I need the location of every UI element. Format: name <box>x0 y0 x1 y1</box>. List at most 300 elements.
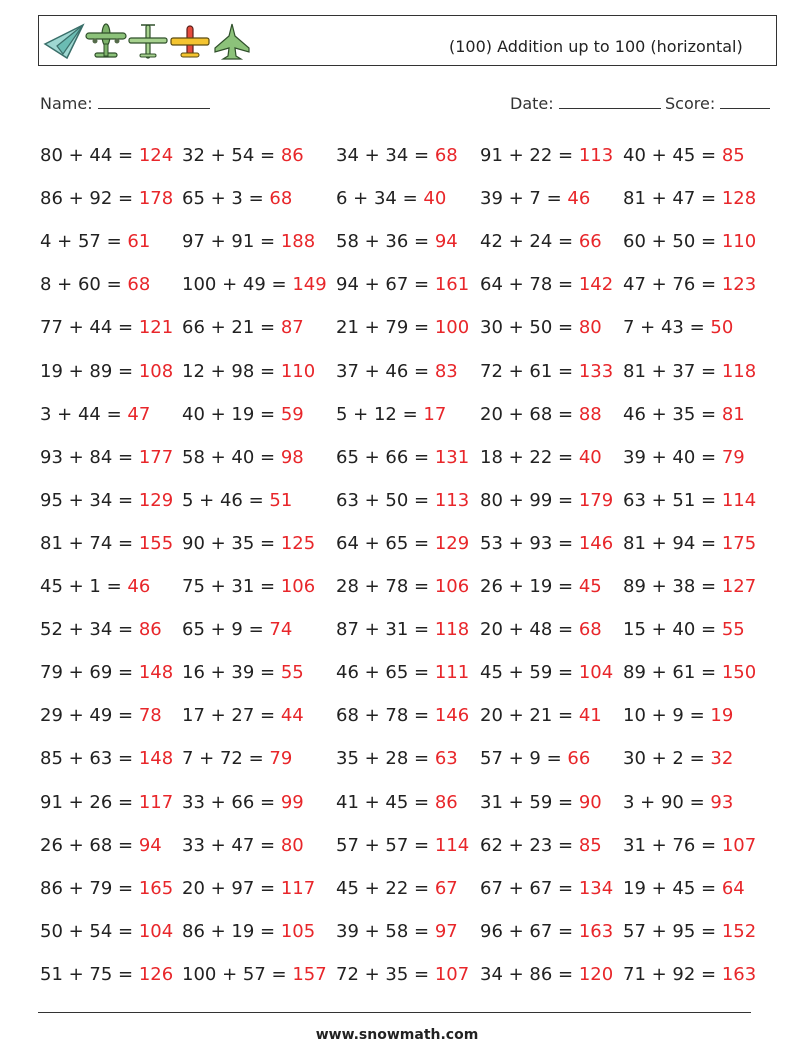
problem-answer: 106 <box>434 576 470 597</box>
name-blank <box>98 92 210 109</box>
problem-answer: 85 <box>721 145 745 166</box>
problem-answer: 66 <box>567 748 591 770</box>
problem-item <box>623 227 756 257</box>
problem-item <box>480 658 613 688</box>
problem-answer: 104 <box>138 920 174 942</box>
problem-answer: 104 <box>578 662 614 684</box>
problem-answer: 114 <box>721 489 757 511</box>
problem-answer: 81 <box>721 403 745 425</box>
problem-item <box>182 443 304 473</box>
problem-answer: 83 <box>434 360 458 382</box>
problem-answer: 165 <box>138 877 174 899</box>
problem-item <box>480 184 590 214</box>
problem-item <box>623 658 756 688</box>
problem-question: 51 + 75 = <box>40 963 139 985</box>
problem-item <box>623 184 756 214</box>
problem-question: 64 + 78 = <box>480 274 579 296</box>
problem-question: 72 + 35 = <box>336 963 435 985</box>
problem-question: 17 + 27 = <box>182 705 281 727</box>
problem-answer: 68 <box>434 145 458 166</box>
problem-item <box>623 960 756 990</box>
problem-question: 19 + 89 = <box>40 360 139 382</box>
problem-question: 53 + 93 = <box>480 532 579 554</box>
problem-item <box>480 874 613 904</box>
problem-question: 60 + 50 = <box>623 231 722 253</box>
problem-item <box>480 141 613 171</box>
problem-item <box>623 313 733 343</box>
problem-item <box>336 615 469 645</box>
problem-question: 91 + 22 = <box>480 145 579 166</box>
problem-item <box>40 443 173 473</box>
problem-question: 34 + 34 = <box>336 145 435 166</box>
problem-answer: 106 <box>280 576 316 597</box>
problem-answer: 108 <box>138 360 174 382</box>
problem-question: 31 + 59 = <box>480 791 579 813</box>
problem-answer: 86 <box>434 791 458 813</box>
date-label: Date: <box>510 94 554 113</box>
problem-answer: 100 <box>434 317 470 339</box>
problem-item <box>480 701 602 731</box>
problem-question: 31 + 76 = <box>623 834 722 856</box>
problem-answer: 107 <box>721 834 757 856</box>
problem-answer: 88 <box>578 403 602 425</box>
problem-answer: 47 <box>127 403 151 425</box>
problem-question: 81 + 47 = <box>623 188 722 210</box>
problem-answer: 86 <box>138 619 162 641</box>
problem-item <box>623 744 733 774</box>
problem-question: 80 + 44 = <box>40 145 139 166</box>
problem-answer: 133 <box>578 360 614 382</box>
problem-item <box>336 357 458 387</box>
name-label: Name: <box>40 94 93 113</box>
problem-item <box>336 313 469 343</box>
problem-question: 94 + 67 = <box>336 274 435 296</box>
problem-item <box>480 357 613 387</box>
problem-item <box>480 270 613 300</box>
problem-answer: 32 <box>710 748 734 770</box>
problem-item <box>336 184 446 214</box>
problem-question: 26 + 68 = <box>40 834 139 856</box>
problem-answer: 44 <box>280 705 304 727</box>
problem-item <box>480 313 602 343</box>
score-blank <box>720 92 770 109</box>
problem-answer: 110 <box>721 231 757 253</box>
problem-answer: 175 <box>721 532 757 554</box>
problem-item <box>480 831 602 861</box>
problem-answer: 127 <box>721 576 757 597</box>
problem-answer: 134 <box>578 877 614 899</box>
problem-answer: 19 <box>710 705 734 727</box>
date-field <box>510 92 661 113</box>
header-icons <box>43 22 253 62</box>
problem-question: 30 + 50 = <box>480 317 579 339</box>
problem-item <box>336 960 469 990</box>
problem-question: 72 + 61 = <box>480 360 579 382</box>
problem-question: 10 + 9 = <box>623 705 711 727</box>
problem-answer: 129 <box>434 532 470 554</box>
problem-question: 7 + 43 = <box>623 317 711 339</box>
problem-item <box>182 400 304 430</box>
problem-item <box>336 486 469 516</box>
problem-answer: 113 <box>578 145 614 166</box>
problem-item <box>480 443 602 473</box>
problem-answer: 148 <box>138 748 174 770</box>
problem-item <box>40 270 150 300</box>
problem-item <box>40 486 173 516</box>
problem-item <box>336 831 469 861</box>
problem-item <box>182 658 304 688</box>
problem-answer: 129 <box>138 489 174 511</box>
problem-question: 7 + 72 = <box>182 748 270 770</box>
problem-item <box>182 615 292 645</box>
problem-question: 34 + 86 = <box>480 963 579 985</box>
problem-question: 71 + 92 = <box>623 963 722 985</box>
problem-answer: 155 <box>138 532 174 554</box>
problem-answer: 163 <box>578 920 614 942</box>
problem-answer: 148 <box>138 662 174 684</box>
problem-answer: 146 <box>578 532 614 554</box>
problem-item <box>623 400 745 430</box>
jet-fighter-icon <box>211 22 253 62</box>
problem-answer: 41 <box>578 705 602 727</box>
problem-question: 52 + 34 = <box>40 619 139 641</box>
problem-question: 40 + 19 = <box>182 403 281 425</box>
problem-item <box>182 917 315 947</box>
problem-item <box>336 701 469 731</box>
problem-answer: 128 <box>721 188 757 210</box>
problem-item <box>480 227 602 257</box>
worksheet-title: (100) Addition up to 100 (horizontal) <box>449 37 743 56</box>
problem-item <box>623 917 756 947</box>
problem-answer: 78 <box>138 705 162 727</box>
problem-question: 8 + 60 = <box>40 274 128 296</box>
problem-item <box>623 357 756 387</box>
problem-item <box>336 529 469 559</box>
problem-question: 45 + 59 = <box>480 662 579 684</box>
worksheet-header <box>38 15 777 66</box>
problem-question: 46 + 35 = <box>623 403 722 425</box>
problem-answer: 150 <box>721 662 757 684</box>
problem-answer: 79 <box>269 748 293 770</box>
student-info-row <box>40 92 770 114</box>
problem-question: 62 + 23 = <box>480 834 579 856</box>
bomber-plane-icon <box>85 22 127 62</box>
problem-item <box>182 486 292 516</box>
problem-answer: 85 <box>578 834 602 856</box>
problem-question: 64 + 65 = <box>336 532 435 554</box>
problem-item <box>40 831 162 861</box>
problem-item <box>182 874 315 904</box>
problem-question: 28 + 78 = <box>336 576 435 597</box>
problem-answer: 80 <box>280 834 304 856</box>
problem-answer: 97 <box>434 920 458 942</box>
problem-question: 93 + 84 = <box>40 446 139 468</box>
problem-question: 100 + 49 = <box>182 274 293 296</box>
problem-answer: 87 <box>280 317 304 339</box>
problem-answer: 142 <box>578 274 614 296</box>
problem-answer: 126 <box>138 963 174 985</box>
problem-question: 65 + 66 = <box>336 446 435 468</box>
problem-question: 68 + 78 = <box>336 705 435 727</box>
problem-answer: 66 <box>578 231 602 253</box>
problem-answer: 68 <box>269 188 293 210</box>
problem-question: 35 + 28 = <box>336 748 435 770</box>
problem-question: 63 + 50 = <box>336 489 435 511</box>
problem-item <box>480 960 613 990</box>
problem-question: 3 + 90 = <box>623 791 711 813</box>
problem-answer: 179 <box>578 489 614 511</box>
red-plane-icon <box>169 22 211 62</box>
problem-item <box>623 874 745 904</box>
problem-answer: 113 <box>434 489 470 511</box>
problem-item <box>336 744 458 774</box>
problem-question: 86 + 19 = <box>182 920 281 942</box>
problem-question: 86 + 79 = <box>40 877 139 899</box>
problem-answer: 64 <box>721 877 745 899</box>
problem-item <box>182 960 327 990</box>
problem-item <box>182 529 315 559</box>
problem-item <box>40 874 173 904</box>
problem-question: 75 + 31 = <box>182 576 281 597</box>
problem-answer: 79 <box>721 446 745 468</box>
problem-question: 81 + 74 = <box>40 532 139 554</box>
problem-item <box>182 831 304 861</box>
problem-question: 50 + 54 = <box>40 920 139 942</box>
problem-item <box>40 960 173 990</box>
problem-item <box>480 486 613 516</box>
problem-question: 80 + 99 = <box>480 489 579 511</box>
name-field <box>40 92 210 113</box>
problem-answer: 114 <box>434 834 470 856</box>
problem-answer: 50 <box>710 317 734 339</box>
problem-answer: 111 <box>434 662 470 684</box>
problem-question: 95 + 34 = <box>40 489 139 511</box>
problem-item <box>182 357 315 387</box>
problem-question: 4 + 57 = <box>40 231 128 253</box>
problem-question: 97 + 91 = <box>182 231 281 253</box>
problem-question: 40 + 45 = <box>623 145 722 166</box>
problem-answer: 125 <box>280 532 316 554</box>
problem-answer: 74 <box>269 619 293 641</box>
problem-answer: 86 <box>280 145 304 166</box>
problem-item <box>623 529 756 559</box>
problem-answer: 93 <box>710 791 734 813</box>
problem-item <box>336 227 458 257</box>
problem-item <box>623 788 733 818</box>
problem-item <box>40 184 173 214</box>
problem-item <box>480 744 590 774</box>
problem-item <box>40 313 173 343</box>
problem-answer: 68 <box>127 274 151 296</box>
problem-question: 37 + 46 = <box>336 360 435 382</box>
problem-item <box>40 141 173 171</box>
problem-question: 85 + 63 = <box>40 748 139 770</box>
problem-answer: 90 <box>578 791 602 813</box>
score-field <box>665 92 770 113</box>
problem-answer: 67 <box>434 877 458 899</box>
footer-divider <box>38 1012 751 1013</box>
problem-item <box>623 486 756 516</box>
problem-item <box>40 400 150 430</box>
problem-question: 91 + 26 = <box>40 791 139 813</box>
problem-item <box>623 270 756 300</box>
problem-question: 77 + 44 = <box>40 317 139 339</box>
problem-answer: 161 <box>434 274 470 296</box>
problem-item <box>40 917 173 947</box>
problem-question: 65 + 9 = <box>182 619 270 641</box>
date-blank <box>559 92 661 109</box>
problem-item <box>182 184 292 214</box>
problem-item <box>336 270 469 300</box>
problem-question: 86 + 92 = <box>40 188 139 210</box>
problem-question: 20 + 97 = <box>182 877 281 899</box>
problem-question: 89 + 61 = <box>623 662 722 684</box>
problem-answer: 55 <box>280 662 304 684</box>
problem-item <box>336 874 458 904</box>
problem-answer: 80 <box>578 317 602 339</box>
problem-question: 26 + 19 = <box>480 576 579 597</box>
problem-item <box>182 227 315 257</box>
problem-answer: 149 <box>292 274 327 296</box>
problem-question: 18 + 22 = <box>480 446 579 468</box>
problem-answer: 110 <box>280 360 316 382</box>
problem-answer: 177 <box>138 446 174 468</box>
problem-answer: 157 <box>292 963 327 985</box>
problem-item <box>623 443 745 473</box>
problem-answer: 146 <box>434 705 470 727</box>
problem-item <box>182 744 292 774</box>
problem-item <box>40 357 173 387</box>
problem-answer: 46 <box>127 576 151 597</box>
problem-question: 81 + 37 = <box>623 360 722 382</box>
problem-item <box>623 141 745 171</box>
problem-answer: 105 <box>280 920 316 942</box>
paper-plane-icon <box>43 22 85 62</box>
problem-question: 58 + 36 = <box>336 231 435 253</box>
problem-answer: 63 <box>434 748 458 770</box>
problem-question: 46 + 65 = <box>336 662 435 684</box>
problem-question: 15 + 40 = <box>623 619 722 641</box>
problem-answer: 124 <box>138 145 174 166</box>
problem-question: 81 + 94 = <box>623 532 722 554</box>
problem-answer: 46 <box>567 188 591 210</box>
problem-question: 30 + 2 = <box>623 748 711 770</box>
problem-question: 33 + 66 = <box>182 791 281 813</box>
problem-question: 39 + 40 = <box>623 446 722 468</box>
problem-answer: 178 <box>138 188 174 210</box>
problem-question: 6 + 34 = <box>336 188 424 210</box>
problem-question: 66 + 21 = <box>182 317 281 339</box>
problem-answer: 107 <box>434 963 470 985</box>
problem-question: 57 + 9 = <box>480 748 568 770</box>
problem-item <box>182 270 327 300</box>
problem-item <box>336 443 469 473</box>
problem-question: 58 + 40 = <box>182 446 281 468</box>
problem-question: 79 + 69 = <box>40 662 139 684</box>
problem-item <box>182 141 304 171</box>
problem-item <box>623 831 756 861</box>
problem-question: 19 + 45 = <box>623 877 722 899</box>
problem-answer: 152 <box>721 920 757 942</box>
problem-answer: 118 <box>434 619 470 641</box>
problem-item <box>336 141 458 171</box>
problem-item <box>40 615 162 645</box>
problem-question: 87 + 31 = <box>336 619 435 641</box>
problem-question: 3 + 44 = <box>40 403 128 425</box>
problem-question: 100 + 57 = <box>182 963 293 985</box>
problem-answer: 120 <box>578 963 614 985</box>
problem-item <box>480 788 602 818</box>
problem-answer: 188 <box>280 231 316 253</box>
problem-question: 63 + 51 = <box>623 489 722 511</box>
problem-item <box>480 400 602 430</box>
problem-item <box>480 572 602 602</box>
problem-question: 39 + 7 = <box>480 188 568 210</box>
problem-item <box>40 227 150 257</box>
problem-question: 29 + 49 = <box>40 705 139 727</box>
problem-answer: 94 <box>434 231 458 253</box>
problem-item <box>336 788 458 818</box>
problem-item <box>40 701 162 731</box>
problem-answer: 51 <box>269 489 293 511</box>
problem-question: 5 + 46 = <box>182 489 270 511</box>
problem-answer: 40 <box>578 446 602 468</box>
problem-question: 45 + 22 = <box>336 877 435 899</box>
problem-item <box>40 788 173 818</box>
problem-answer: 121 <box>138 317 174 339</box>
problem-item <box>623 701 733 731</box>
problem-answer: 17 <box>423 403 447 425</box>
problem-answer: 99 <box>280 791 304 813</box>
problem-question: 65 + 3 = <box>182 188 270 210</box>
problem-answer: 118 <box>721 360 757 382</box>
problem-answer: 163 <box>721 963 757 985</box>
problem-question: 57 + 57 = <box>336 834 435 856</box>
problem-question: 67 + 67 = <box>480 877 579 899</box>
problem-question: 42 + 24 = <box>480 231 579 253</box>
problem-answer: 117 <box>138 791 174 813</box>
score-label: Score: <box>665 94 716 113</box>
problem-answer: 123 <box>721 274 757 296</box>
problem-item <box>336 572 469 602</box>
propeller-plane-icon <box>127 22 169 62</box>
problem-question: 41 + 45 = <box>336 791 435 813</box>
problem-item <box>336 400 446 430</box>
problem-item <box>182 572 315 602</box>
problem-question: 5 + 12 = <box>336 403 424 425</box>
problem-item <box>40 744 173 774</box>
problem-question: 20 + 68 = <box>480 403 579 425</box>
problem-answer: 98 <box>280 446 304 468</box>
problem-answer: 61 <box>127 231 151 253</box>
problem-item <box>336 917 458 947</box>
footer-url: www.snowmath.com <box>315 1027 479 1043</box>
problem-question: 20 + 21 = <box>480 705 579 727</box>
problem-answer: 55 <box>721 619 745 641</box>
problem-item <box>336 658 469 688</box>
problem-item <box>40 658 173 688</box>
problem-item <box>480 529 613 559</box>
problem-question: 89 + 38 = <box>623 576 722 597</box>
problem-item <box>623 615 745 645</box>
problem-item <box>182 313 304 343</box>
problem-question: 57 + 95 = <box>623 920 722 942</box>
problem-question: 90 + 35 = <box>182 532 281 554</box>
problem-item <box>182 788 304 818</box>
problem-question: 12 + 98 = <box>182 360 281 382</box>
problem-question: 47 + 76 = <box>623 274 722 296</box>
problem-answer: 94 <box>138 834 162 856</box>
